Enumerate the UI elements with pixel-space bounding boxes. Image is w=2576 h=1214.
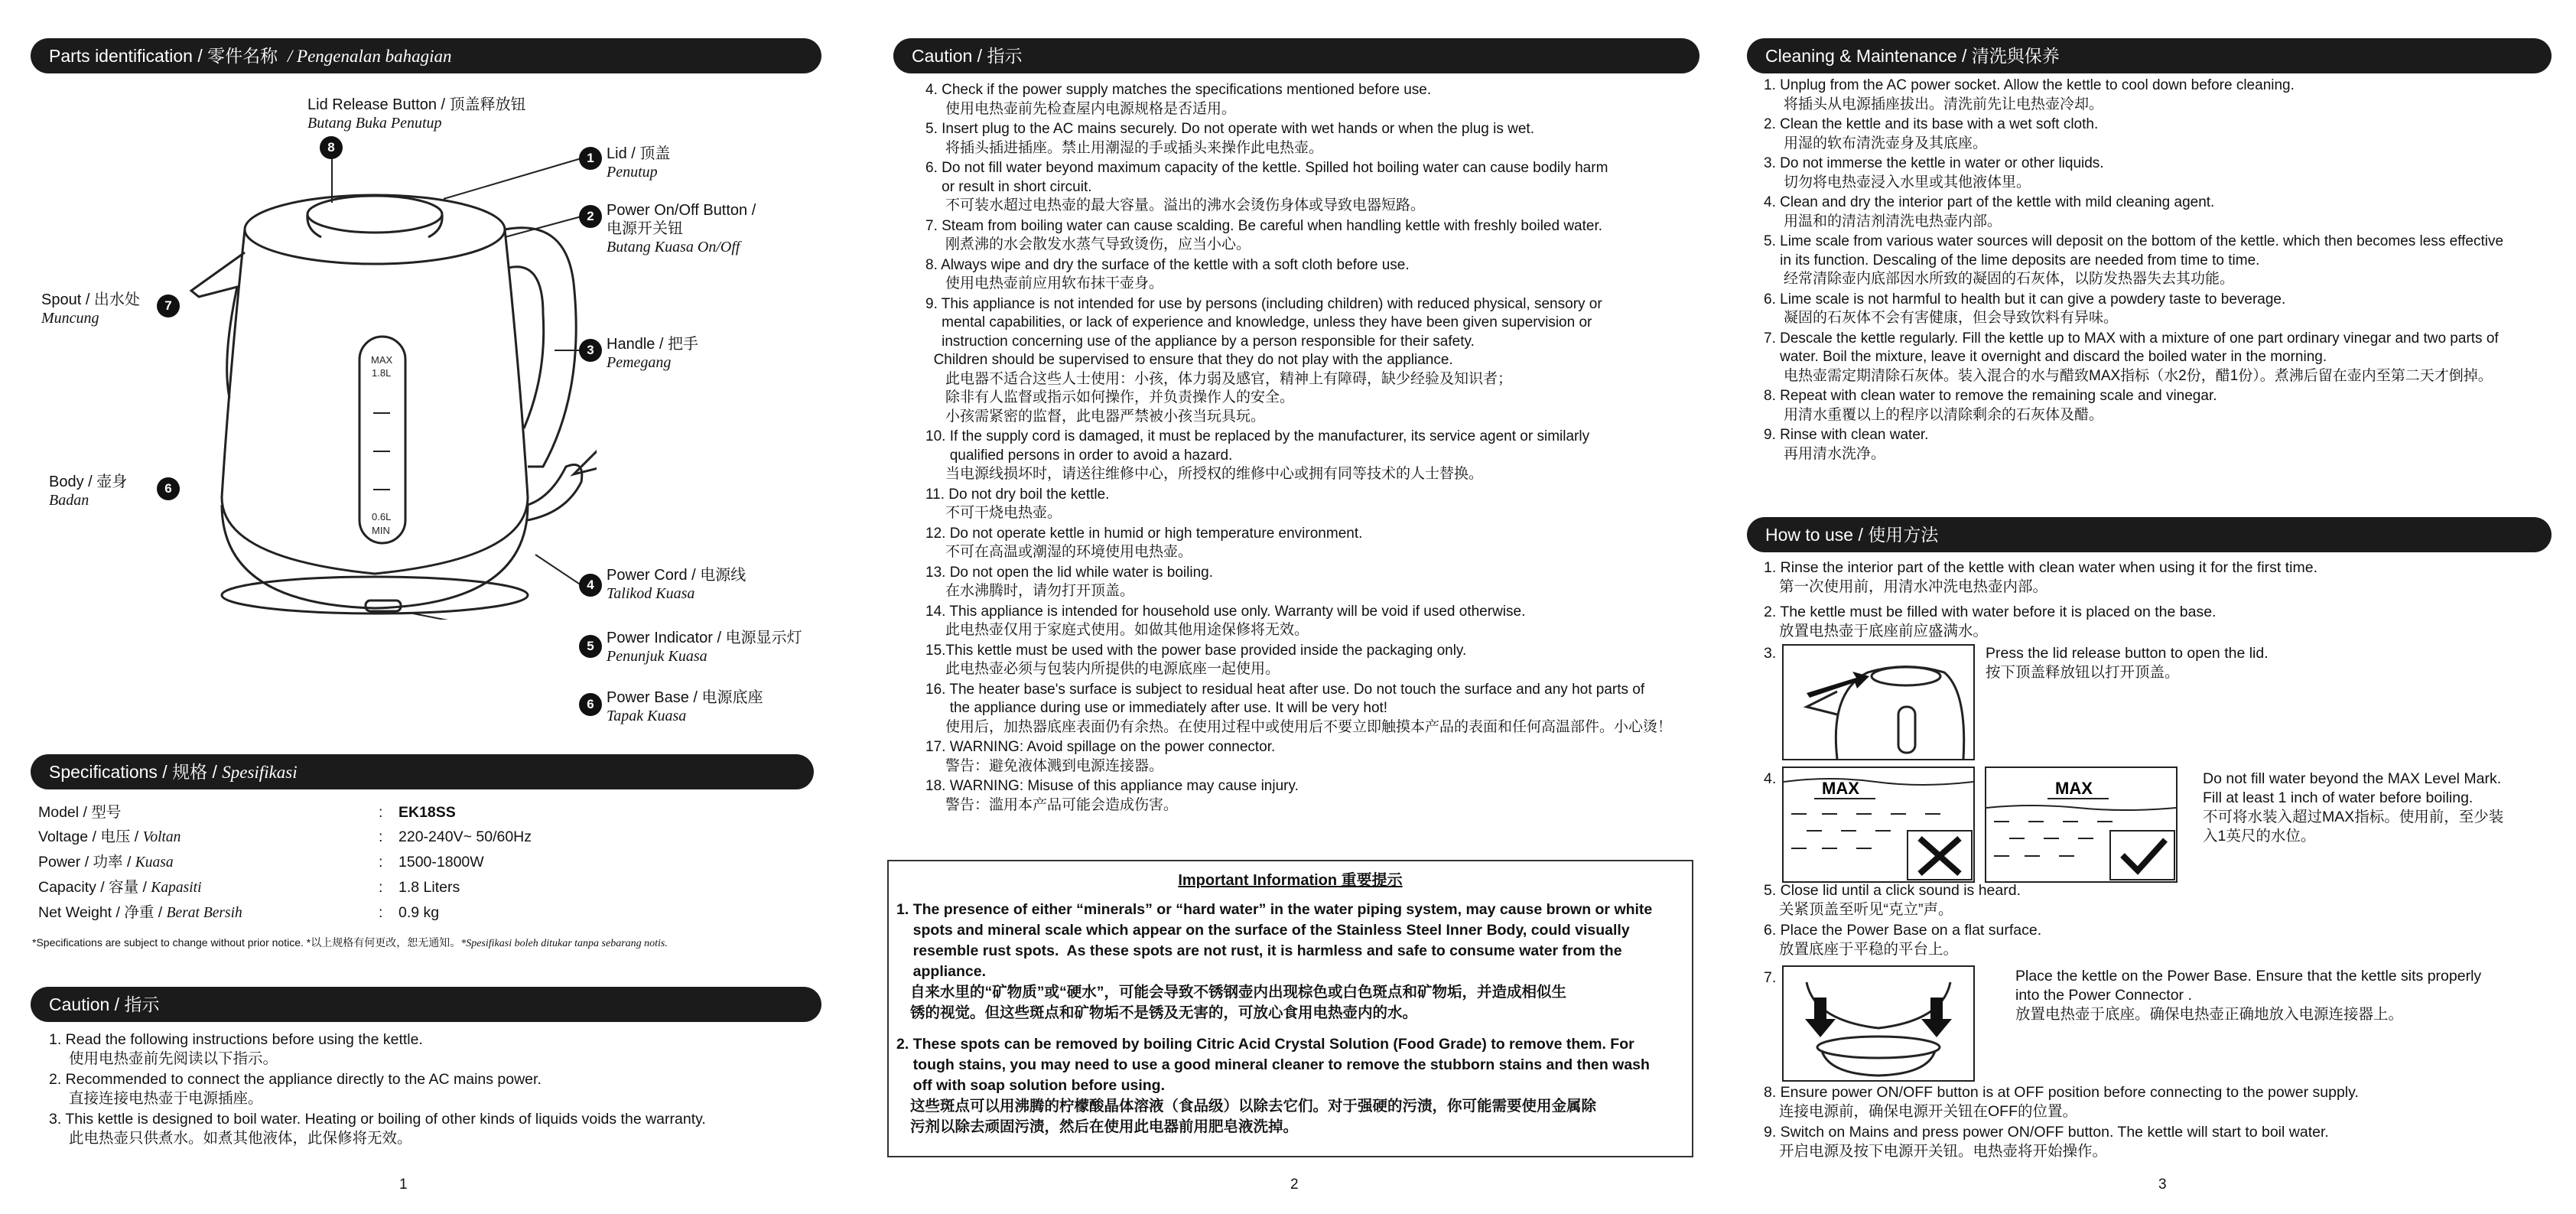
list-item: 9. This appliance is not intended for use by persons (including children) with reduced physical, sensory or mental capabilities, or lack of experience and knowledge, unless they have been given supervision or instruction concerning use of the appliance by a person responsible for their safety. Children should be supervised to ensure that they do not play with the appliance. 此电器不适合这些人士使用：小孩，体力弱及感官，精神上有障碍，缺少经验及知识者； 除非有人监督或指示如何操作，并负责操作人的安全。 小孩需紧密的监督，此电器严禁被小孩当玩具玩。 [925,295,1602,425]
badge-2: 2 [579,205,602,228]
howto-step-1: 1. Rinse the interior part of the kettle with clean water when using it for the first time. 第一次使用前，用清水冲洗电热壶内部。 [1764,559,2318,595]
spec-row: Net Weight / 净重 / Berat Bersih : 0.9 kg [38,904,440,921]
howto-step-9: 9. Switch on Mains and press power ON/OFF button. The kettle will start to boil water. 开启电源及按下电源开关钮。电热壶将开始操作。 [1764,1124,2329,1160]
list-item: 5. Lime scale from various water sources will deposit on the bottom of the kettle. which then becomes less effective in its function. Descaling of the lime deposits are needed from time to time. 经常清除壶内底部因水所致的凝固的石灰体，以防发热器失去其功能。 [1764,233,2504,287]
important-list [896,900,1680,1138]
list-item: 2. Recommended to connect the appliance directly to the AC mains power. 直接连接电热壶于电源插座。 [49,1071,542,1107]
list-item: 7. Steam from boiling water can cause scalding. Be careful when handling kettle with freshly boiled water. 刚煮沸的水会散发水蒸气导致烫伤，应当小心。 [925,217,1603,252]
list-item: 4. Check if the power supply matches the specifications mentioned before use. 使用电热壶前先检查屋内电源规格是否适用。 [925,82,1432,117]
important-title: Important Information 重要提示 [1178,872,1403,889]
page-number-2: 2 [1290,1177,1299,1193]
kettle-min-vol: 0.6L [372,511,392,522]
list-item: 1. Unplug from the AC power socket. Allow the kettle to cool down before cleaning. 将插头从电源插座拔出。清洗前先让电热壶冷却。 [1764,77,2295,112]
badge-6-body: 6 [157,477,180,500]
kettle-min-mark: MIN [372,525,390,536]
page-1 [0,0,841,1214]
list-item: 14. This appliance is intended for household use only. Warranty will be void if used otherwise. 此电热壶仅用于家庭式使用。如做其他用途保修将无效。 [925,603,1526,638]
down-arrow-icon [1921,998,1952,1037]
list-item: 1. The presence of either “minerals” or “hard water” in the water piping system, may cause brown or white spots and mineral scale which appear on the surface of the Stainless Steel Inner Body, could visually resemble rust spots. As these spots are not rust, it is harmless and safe to consume water from the appliance. 自来水里的“矿物质”或“硬水”，可能会导致不锈钢壶内出现棕色或白色斑点和矿物垢，并造成相似生 锈的视觉。但这些斑点和矿物垢不是锈及无害的，可放心食用电热壶内的水。 [896,901,1653,1021]
howto-step-3-num: 3. [1764,645,1777,662]
label-body: Body / 壶身 Badan [49,474,128,509]
label-power-cord: Power Cord / 电源线 Talikod Kuasa [607,567,746,602]
list-item: 2. Clean the kettle and its base with a wet soft cloth. 用湿的软布清洗壶身及其底座。 [1764,116,2099,151]
list-item: 5. Insert plug to the AC mains securely. Do not operate with wet hands or when the plug is wet. 将插头插进插座。禁止用潮湿的手或插头来操作此电热壶。 [925,121,1534,156]
label-lid-release: Lid Release Button / 顶盖释放钮 Butang Buka Penutup [307,96,526,132]
label-power-base: Power Base / 电源底座 Tapak Kuasa [607,689,763,724]
list-item: 1. Read the following instructions before using the kettle. 使用电热壶前先阅读以下指示。 [49,1031,423,1067]
kettle-max-vol: 1.8L [372,367,392,379]
list-item: 3. Do not immerse the kettle in water or other liquids. 切勿将电热壶浸入水里或其他液体里。 [1764,155,2104,190]
label-handle: Handle / 把手 Pemegang [607,336,699,371]
list-item: 12. Do not operate kettle in humid or high temperature environment. 不可在高温或潮湿的环境使用电热壶。 [925,525,1363,560]
label-lid: Lid / 顶盖 Penutup [607,145,671,181]
clean-header: Cleaning & Maintenance / 清洗與保养 [1747,38,2552,73]
howto-step-7-num: 7. [1764,969,1777,986]
kettle-illustration [168,145,597,620]
badge-6-base: 6 [579,693,602,716]
spec-row: Voltage / 电压 / Voltan : 220-240V~ 50/60Hz [38,828,532,845]
kettle-max-mark: MAX [371,354,393,366]
howto-step-6: 6. Place the Power Base on a flat surface. 放置底座于平稳的平台上。 [1764,922,2042,958]
list-item: 9. Rinse with clean water. 再用清水洗净。 [1764,427,1929,462]
list-item: 7. Descale the kettle regularly. Fill the kettle up to MAX with a mixture of one part ordinary vinegar and two parts of water. Boil the mixture, leave it overnight and discard the boiled water in the morning. 电热壶需定期清除石灰体。装入混合的水与醋致MAX指标（水2份，醋1份）。煮沸后留在壶内至第二天才倒掉。 [1764,330,2499,384]
list-item: 2. These spots can be removed by boiling Citric Acid Crystal Solution (Food Grade) to remove them. For tough stains, you may need to use a good mineral cleaner to remove the stubborn stains and then wash off with soap solution before using. 这些斑点可以用沸腾的柠檬酸晶体溶液（食品级）以除去它们。对于强硬的污渍，你可能需要使用金属除 污剂以除去顽固污渍，然后在使用此电器前用肥皂液洗掉。 [896,1036,1650,1135]
parts-header: Parts identification / 零件名称 / Pengenalan bahagian [31,38,821,73]
page-number-3: 3 [2158,1177,2167,1193]
step-4-image-right [1985,766,2178,883]
list-item: 4. Clean and dry the interior part of the kettle with mild cleaning agent. 用温和的清洁剂清洗电热壶内部。 [1764,194,2215,229]
down-arrow-icon [1805,998,1836,1037]
list-item: 8. Repeat with clean water to remove the remaining scale and vinegar. 用清水重覆以上的程序以清除剩余的石灰体及醋。 [1764,388,2217,423]
clean-list [1764,76,2574,465]
list-item: 11. Do not dry boil the kettle. 不可干烧电热壶。 [925,486,1110,521]
svg-text:MAX: MAX [2055,779,2093,798]
arrow-icon [1807,672,1869,698]
label-spout: Spout / 出水处 Muncung [41,291,140,327]
caution-list-p2 [925,81,1721,816]
badge-4: 4 [579,574,602,597]
badge-8: 8 [320,136,343,159]
spec-row: Capacity / 容量 / Kapasiti : 1.8 Liters [38,879,460,896]
label-power-indicator: Power Indicator / 电源显示灯 Penunjuk Kuasa [607,630,802,665]
step-7-image [1782,965,1975,1082]
howto-step-8: 8. Ensure power ON/OFF button is at OFF position before connecting to the power supply. 连接电源前，确保电源开关钮在OFF的位置。 [1764,1084,2359,1120]
svg-text:MAX: MAX [1822,779,1859,798]
list-item: 15.This kettle must be used with the power base provided inside the packaging only. 此电热壶必须与包装内所提供的电源底座一起使用。 [925,642,1467,677]
page-3 [1736,0,2576,1214]
caution-list-p1 [49,1030,814,1150]
howto-step-5: 5. Close lid until a click sound is heard. 关紧顶盖至听见“克立”声。 [1764,882,2021,918]
step-3-image [1782,644,1975,760]
howto-step-4-num: 4. [1764,770,1777,787]
list-item: 13. Do not open the lid while water is boiling. 在水沸腾时，请勿打开顶盖。 [925,564,1214,599]
step-4-image-wrong [1782,766,1975,883]
howto-header: How to use / 使用方法 [1747,517,2552,552]
caution-header-p2: Caution / 指示 [893,38,1699,73]
list-item: 10. If the supply cord is damaged, it must be replaced by the manufacturer, its service agent or similarly qualified persons in order to avoid a hazard. 当电源线损坏时，请送往维修中心，所授权的维修中心或拥有同等技术的人士替换。 [925,428,1590,482]
list-item: 6. Do not fill water beyond maximum capacity of the kettle. Spilled hot boiling water can cause bodily harm or result in short circuit. 不可装水超过电热壶的最大容量。溢出的沸水会烫伤身体或导致电器短路。 [925,160,1608,213]
howto-step-2: 2. The kettle must be filled with water before it is placed on the base. 放置电热壶于底座前应盛满水。 [1764,604,2217,640]
badge-3: 3 [579,339,602,362]
list-item: 8. Always wipe and dry the surface of the kettle with a soft cloth before use. 使用电热壶前应用软布抹干壶身。 [925,256,1410,291]
badge-5: 5 [579,635,602,658]
list-item: 16. The heater base's surface is subject to residual heat after use. Do not touch the surface and any hot parts of the appliance during use or immediately after use. It will be very hot! 使用后，加热器底座表面仍有余热。在使用过程中或使用后不要立即触摸本产品的表面和任何高温部件。小心烫！ [925,681,1673,735]
badge-1: 1 [579,147,602,170]
list-item: 18. WARNING: Misuse of this appliance may cause injury. 警告：滥用本产品可能会造成伤害。 [925,778,1299,813]
spec-table [38,800,532,926]
howto-step-4: Do not fill water beyond the MAX Level Mark. Fill at least 1 inch of water before boiling. 不可将水装入超过MAX指标。使用前，至少装 入1英尺的水位。 [2203,770,2504,845]
label-power-button: Power On/Off Button / 电源开关钮 Butang Kuasa On/Off [607,202,756,255]
page-2 [872,0,1713,1214]
badge-7: 7 [157,295,180,317]
spec-header: Specifications / 规格 / Spesifikasi [31,754,814,789]
list-item: 17. WARNING: Avoid spillage on the power connector. 警告：避免液体溅到电源连接器。 [925,739,1276,774]
howto-step-3: Press the lid release button to open the lid. 按下顶盖释放钮以打开顶盖。 [1986,645,2269,681]
spec-note: *Specifications are subject to change without prior notice. *以上规格有何更改，恕无通知。*Spesifikasi boleh ditukar tanpa sebarang notis. [32,936,668,949]
page-number-1: 1 [399,1177,408,1193]
spec-row: Power / 功率 / Kuasa : 1500-1800W [38,854,484,871]
important-info-box [887,860,1693,1157]
list-item: 3. This kettle is designed to boil water. Heating or boiling of other kinds of liquids voids the warranty. 此电热壶只供煮水。如煮其他液体，此保修将无效。 [49,1111,706,1147]
spec-row: Model / 型号 : EK18SS [38,804,456,821]
howto-step-7: Place the kettle on the Power Base. Ensure that the kettle sits properly into the Power Connector . 放置电热壶于底座。确保电热壶正确地放入电源连接器上。 [2015,968,2482,1023]
caution-header-p1: Caution / 指示 [31,987,821,1022]
list-item: 6. Lime scale is not harmful to health but it can give a powdery taste to beverage. 凝固的石灰体不会有害健康，但会导致饮料有异味。 [1764,291,2286,326]
